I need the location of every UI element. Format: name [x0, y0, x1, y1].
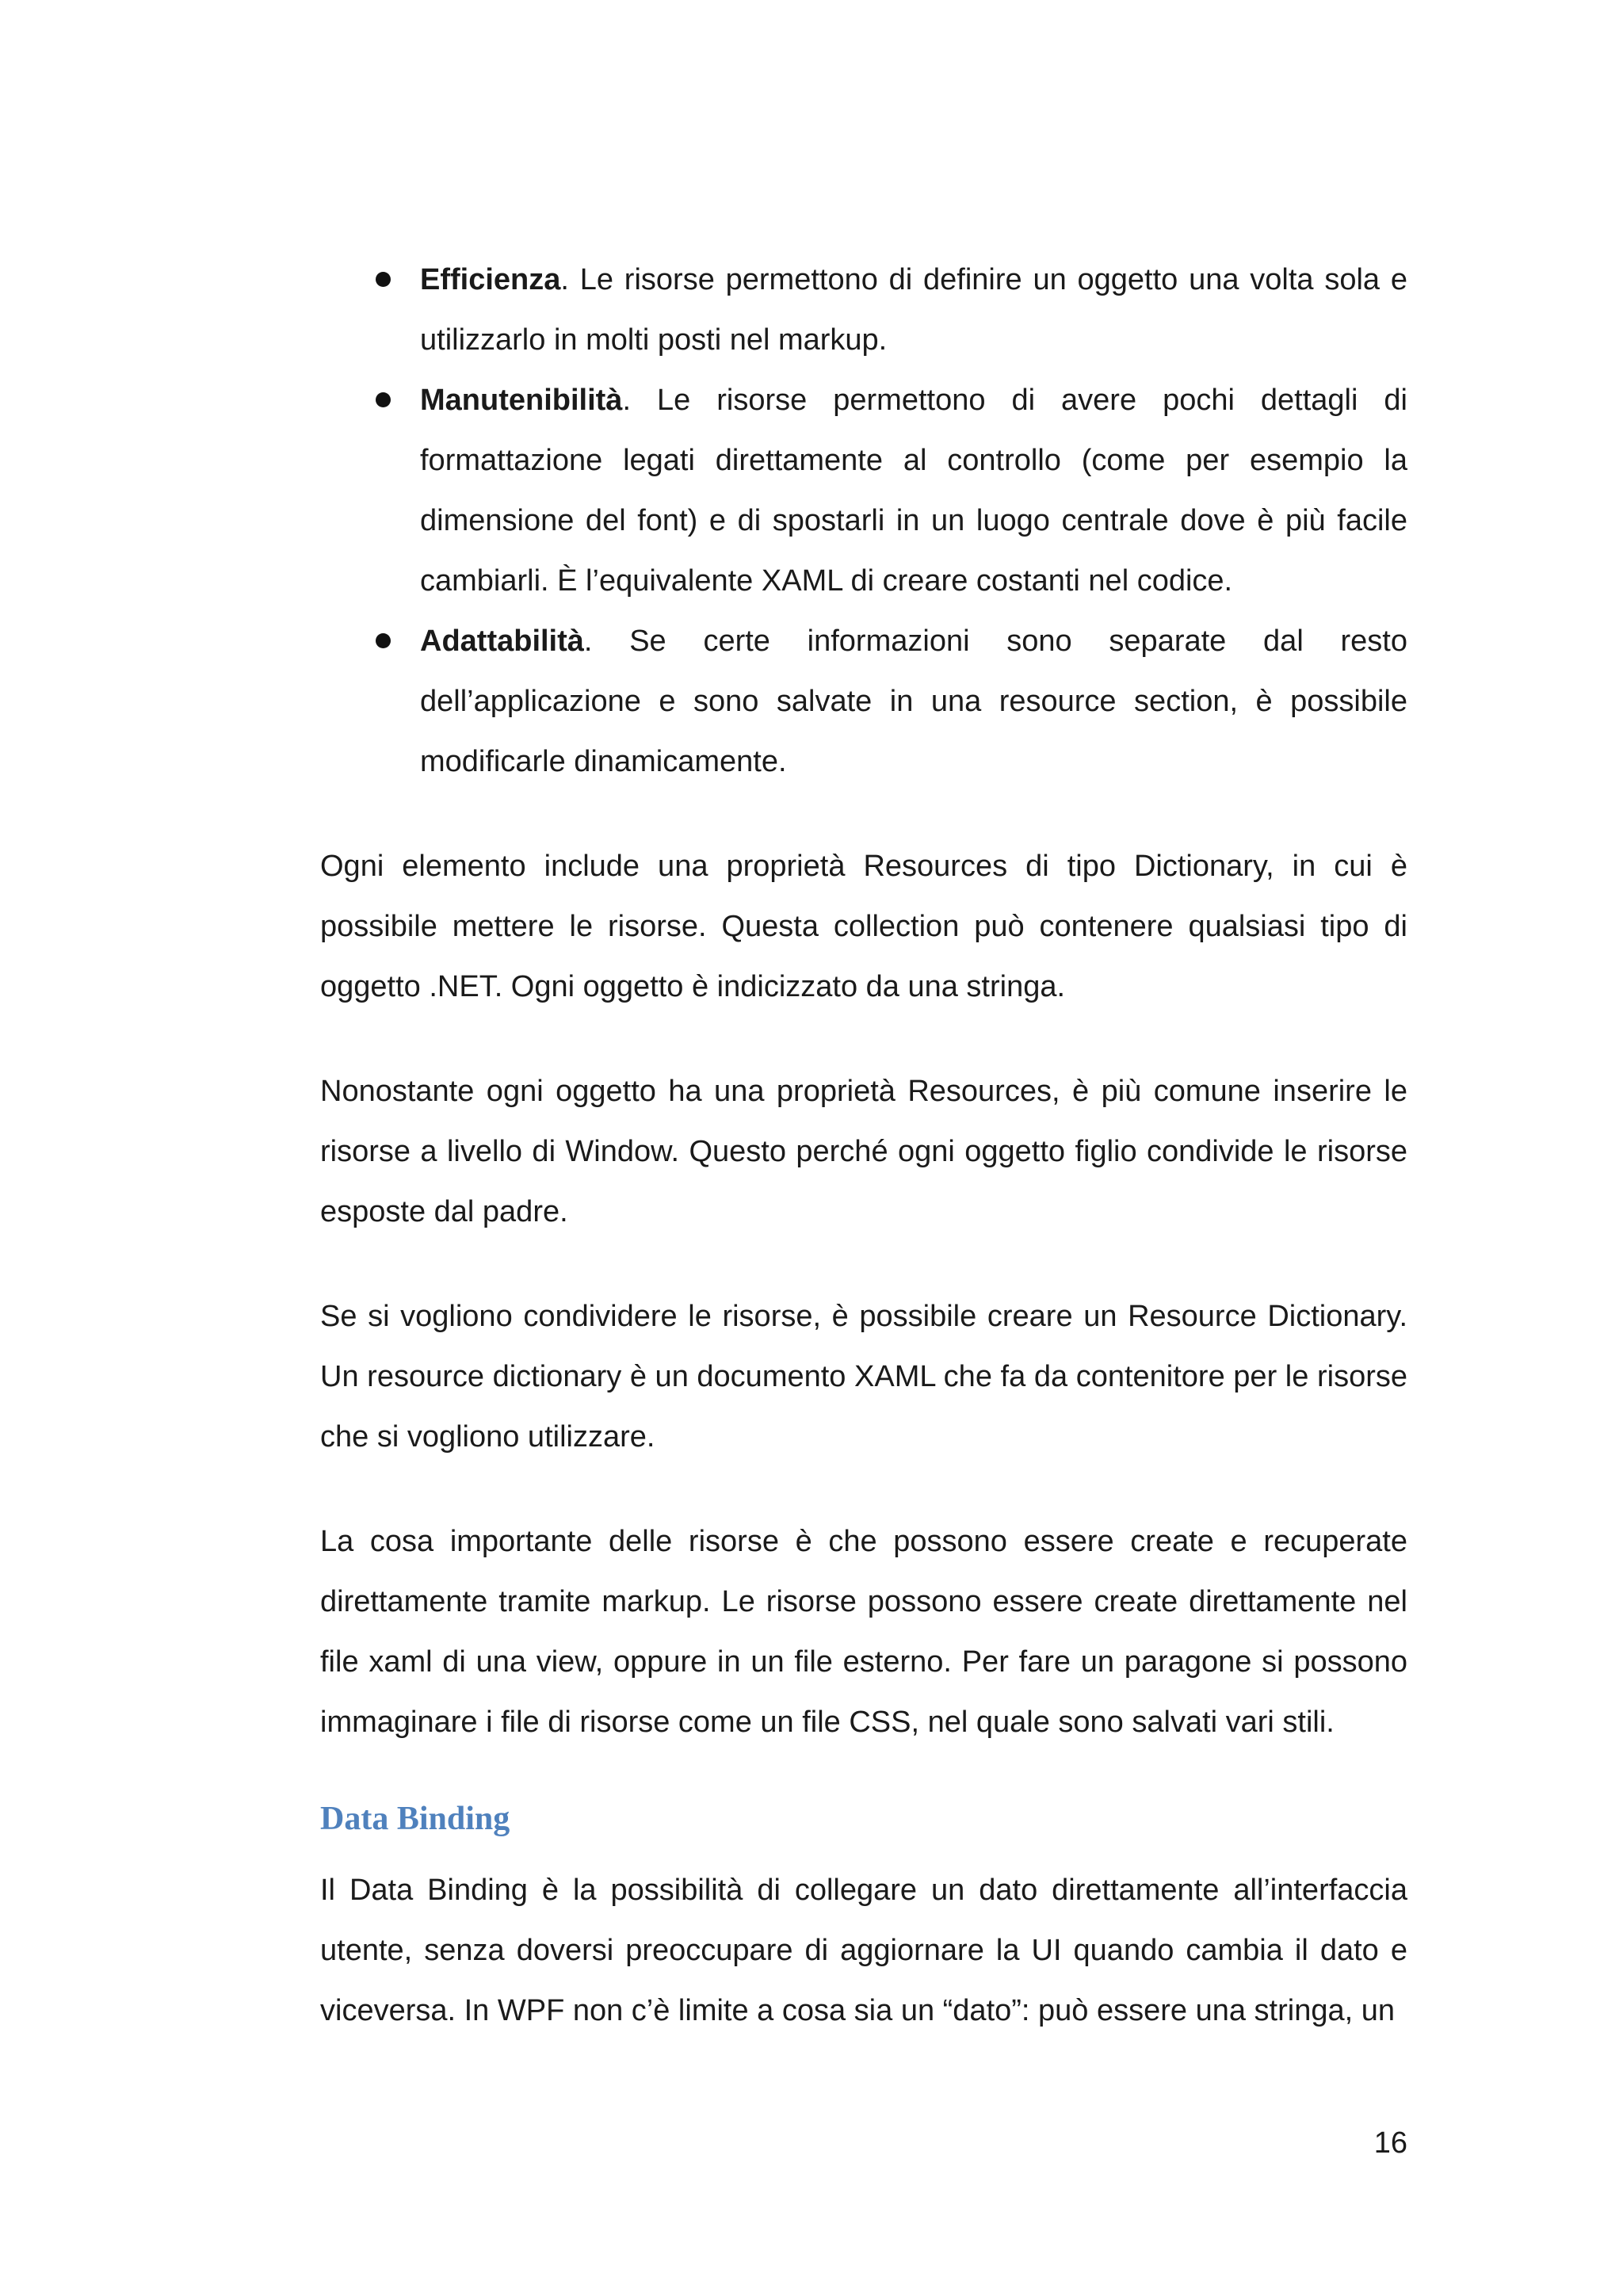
bullet-dot-icon [376, 633, 391, 648]
bullet-term: Efficienza [420, 263, 561, 296]
bullet-text: . Se certe informazioni sono separate dal resto dell’applicazione e sono salvate in una resource section, è possibile modificarle dinamicamente. [420, 625, 1407, 778]
paragraph-resource-dictionary: Se si vogliono condividere le risorse, è possibile creare un Resource Dictionary. Un resource dictionary è un documento XAML che fa da contenitore per le risorse che si vogliono utilizzare. [320, 1300, 1407, 1454]
paragraph-window-resources: Nonostante ogni oggetto ha una proprietà Resources, è più comune inserire le risorse a livello di Window. Questo perché ogni oggetto figlio condivide le risorse esposte dal padre. [320, 1075, 1407, 1228]
feature-bullet-list [320, 250, 1407, 792]
bullet-dot-icon [376, 392, 391, 407]
page-number: 16 [1373, 2126, 1407, 2160]
bullet-text: . Le risorse permettono di avere pochi dettagli di formattazione legati direttamente al controllo (come per esempio la dimensione del font) e di spostarli in un luogo centrale dove è più facile cambiarli. È l’equivalente XAML di creare costanti nel codice. [420, 384, 1407, 598]
paragraph-data-binding: Il Data Binding è la possibilità di collegare un dato direttamente all’interfaccia utente, senza doversi preoccupare di aggiornare la UI quando cambia il dato e viceversa. In WPF non c’è limite a cosa sia un “dato”: può essere una stringa, un [320, 1874, 1407, 2027]
bullet-item-adattabilita [320, 611, 1407, 792]
paragraph-markup-resources: La cosa importante delle risorse è che possono essere create e recuperate direttamente tramite markup. Le risorse possono essere create direttamente nel file xaml di una view, oppure in un file esterno. Per fare un paragone si possono immaginare i file di risorse come un file CSS, nel quale sono salvati vari stili. [320, 1525, 1407, 1739]
bullet-dot-icon [376, 272, 391, 287]
bullet-item-manutenibilita [320, 370, 1407, 611]
bullet-text: . Le risorse permettono di definire un oggetto una volta sola e utilizzarlo in molti posti nel markup. [420, 263, 1407, 357]
paragraph-resources-property: Ogni elemento include una proprietà Resources di tipo Dictionary, in cui è possibile mettere le risorse. Questa collection può contenere qualsiasi tipo di oggetto .NET. Ogni oggetto è indicizzato da una stringa. [320, 850, 1407, 1003]
page-content [320, 250, 1407, 2041]
bullet-item-efficienza [320, 250, 1407, 370]
bullet-term: Manutenibilità [420, 384, 623, 417]
section-heading-data-binding: Data Binding [320, 1801, 510, 1837]
bullet-term: Adattabilità [420, 625, 584, 658]
